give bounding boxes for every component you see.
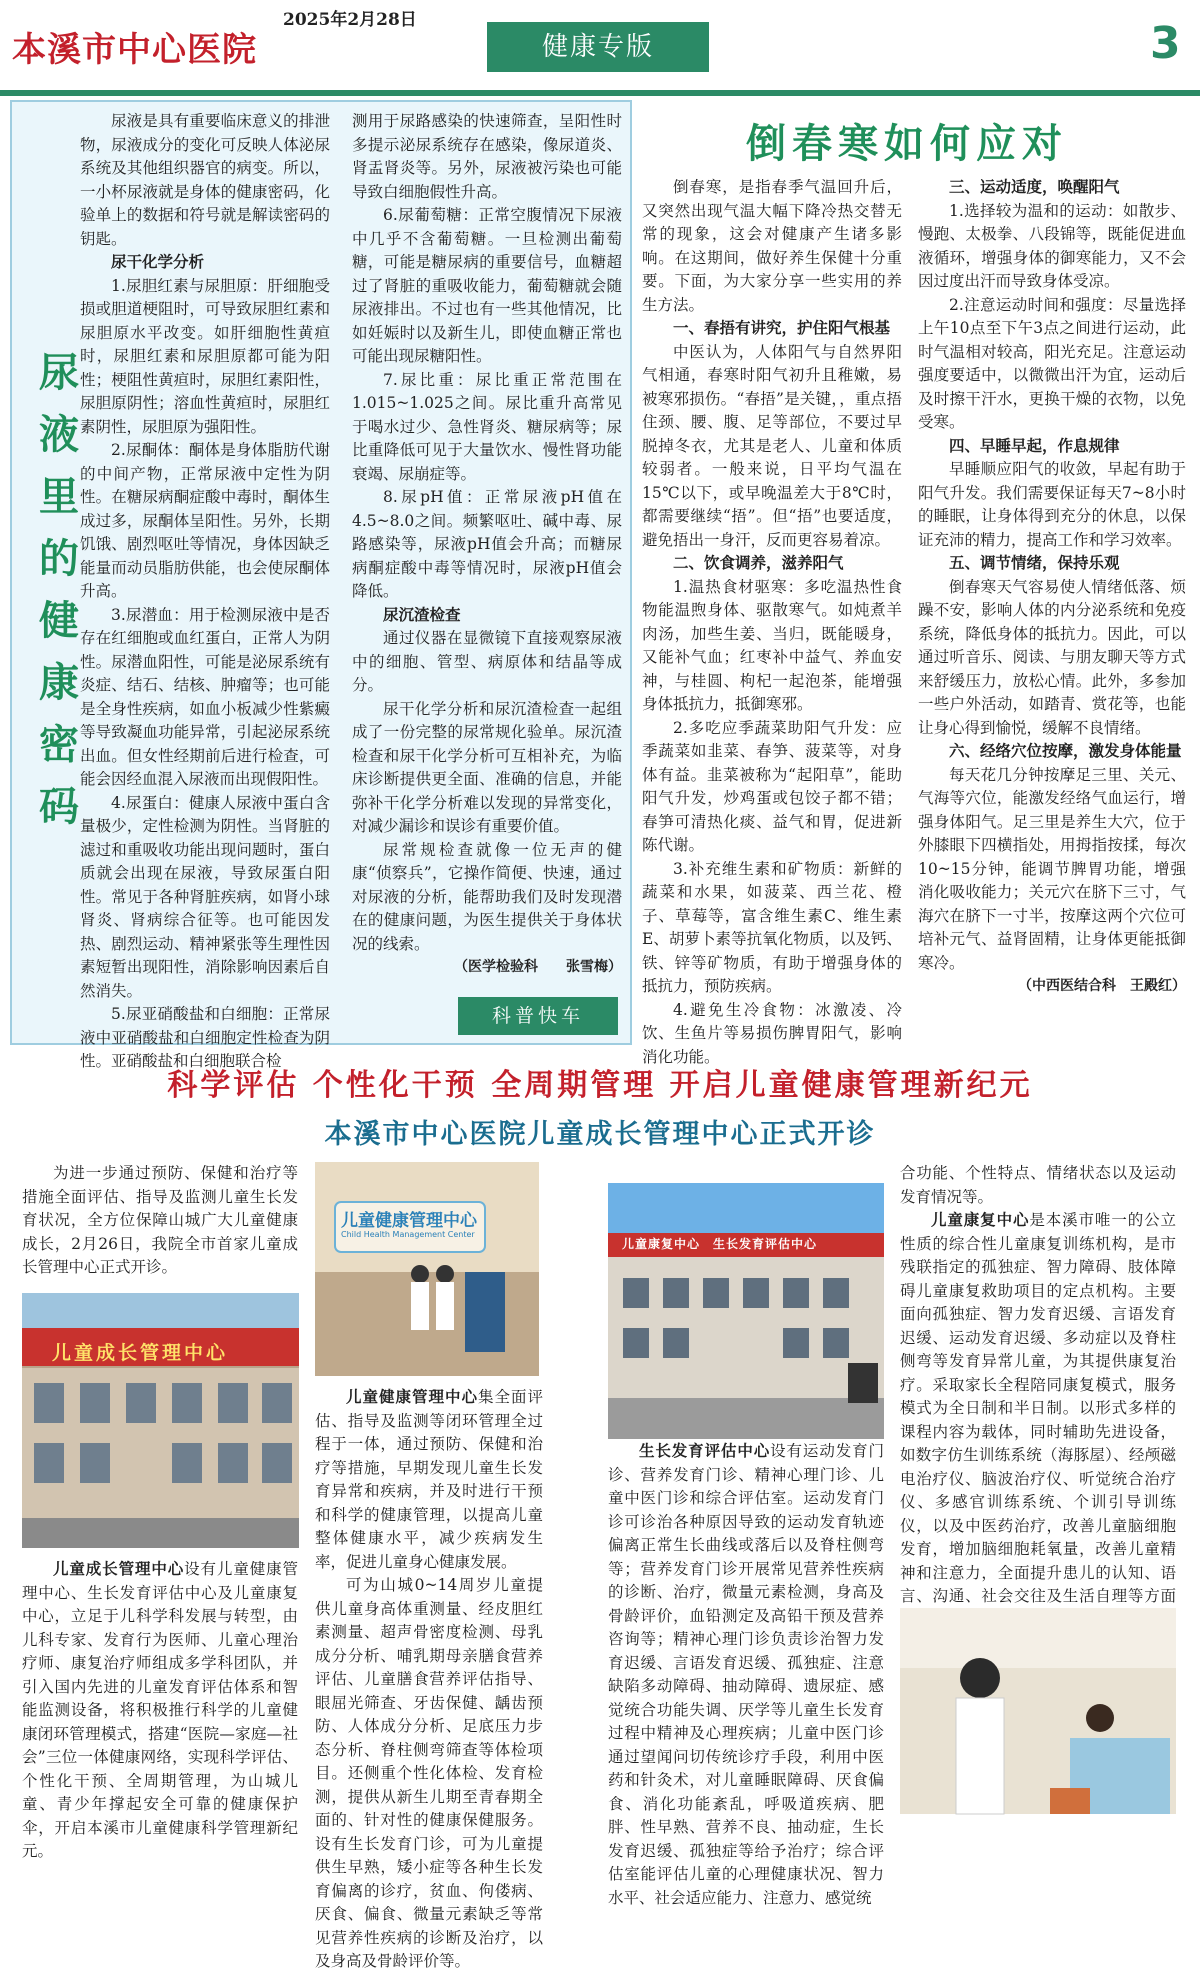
subheading: 二、饮食调养，滋养阳气: [673, 554, 844, 572]
growth-center-sign: 儿童成长管理中心: [52, 1342, 229, 1364]
paragraph: 尿常规检查就像一位无声的健康“侦察兵”，它操作简便、快速，通过对尿液的分析，能帮助我们及时发现潜在的健康问题，为医生提供关于身体状况的线索。: [352, 840, 622, 953]
paragraph: 早睡顺应阳气的收敛，早起有助于阳气升发。我们需要保证每天7~8小时的睡眠，让身体得到充分的休息，以保证充沛的精力，提高工作和学习效率。: [918, 460, 1186, 549]
byline: （中西医结合科 王殿红）: [1018, 978, 1186, 994]
science-express-badge: 科普快车: [458, 997, 618, 1035]
spring-cold-article: [636, 100, 1196, 1066]
paragraph: 每天花几分钟按摩足三里、关元、气海等穴位，能激发经络气血运行，增强身体阳气。足三里是养生大穴，位于外膝眼下四横指处，用拇指按揉，每次10~15分钟，能调节脾胃功能，增强消化吸收能力；关元穴在脐下三寸，气海穴在脐下一寸半，按摩这两个穴位可培补元气、益肾固精，让身体更能抵御寒冷。: [918, 765, 1186, 972]
health-center-sign-en: Child Health Management Center: [341, 1230, 475, 1239]
health-center-lead: 儿童健康管理中心: [346, 1388, 478, 1406]
header-divider: [0, 90, 1200, 96]
child-center-article: [0, 1048, 1200, 1970]
paragraph: 8.尿pH值：正常尿液pH值在4.5~8.0之间。频繁呕吐、碱中毒、尿路感染等，尿液pH值会升高；而糖尿病酮症酸中毒等情况时，尿液pH值会降低。: [352, 488, 622, 600]
urine-column-2: [352, 110, 622, 980]
rehab-center-photo: [608, 1183, 884, 1439]
paragraph: 7.尿比重：尿比重正常范围在1.015~1.025之间。尿比重升高常见于喝水过少、急性肾炎、糖尿病等；尿比重降低可见于大量饮水、慢性肾功能衰竭、尿崩症等。: [352, 370, 622, 483]
paragraph: 倒春寒天气容易使人情绪低落、烦躁不安，影响人体的内分泌系统和免疫系统，降低身体的抵抗力。因此，可以通过听音乐、阅读、与朋友聊天等方式来舒缓压力，放松心情。此外，多参加一些户外活动，如踏青、赏花等，也能让身心得到愉悦，缓解不良情绪。: [918, 577, 1186, 737]
child-subhead: 本溪市中心医院儿童成长管理中心正式开诊: [324, 1119, 876, 1150]
page-number: 3: [1150, 18, 1181, 69]
urine-title-char: 液: [39, 412, 79, 458]
urine-column-1: [80, 110, 330, 1074]
paragraph: 1.尿胆红素与尿胆原：肝细胞受损或胆道梗阻时，可导致尿胆红素和尿胆原水平改变。如肝细胞性黄疸时，尿胆红素和尿胆原都可能为阳性；梗阻性黄疸时，尿胆红素阳性，尿胆原阴性；溶血性黄疸时，尿胆红素阴性，尿胆原为强阳性。: [80, 276, 330, 436]
rehab-room-photo: [900, 1608, 1176, 1814]
paragraph: 通过仪器在显微镜下直接观察尿液中的细胞、管型、病原体和结晶等成分。: [352, 629, 622, 694]
spring-column-1: [642, 176, 902, 1069]
urine-title-char: 里: [39, 474, 79, 520]
child-col-2: 儿童健康管理中心集全面评估、指导及监测等闭环管理全过程于一体，通过预防、保健和治疗等措施，早期发现儿童生长发育异常和疾病，并及时进行干预和科学的健康管理，以提高儿童整体健康水平，减少疾病发生率，促进儿童身心健康发展。 可为山城0~14周岁儿童提供儿童身高体重测量、经皮胆红素测量、超声骨密度检测、母乳成分分析、哺乳期母亲膳食营养评估、儿童膳食营养评估指导、眼屈光筛查、牙齿保健、龋齿预防、人体成分分析、足底压力步态分析、脊柱侧弯筛查等体检项目。还侧重个性化体检、发育检测，提供从新生儿期至青春期全面的、针对性的健康保健服务。设有生长发育门诊，可为儿童提供生早熟，矮小症等各种生长发育偏离的诊疗，贫血、佝偻病、厌食、偏食、微量元素缺乏等常见营养性疾病的诊断及治疗，以及身高及骨龄评价等。: [315, 1388, 543, 1970]
child-col-3: 生长发育评估中心设有运动发育门诊、营养发育门诊、精神心理门诊、儿童中医门诊和综合评估室。运动发育门诊可诊治各种原因导致的运动发育轨迹偏离正常生长曲线或落后以及脊柱侧弯等；营养发育门诊开展常见营养性疾病的诊断、治疗，微量元素检测，身高及骨龄评价，血铅测定及高铅干预及营养咨询等；精神心理门诊负责诊治智力发育迟缓、言语发育迟缓、孤独症、注意缺陷多动障碍、抽动障碍、遗尿症、感觉统合功能失调、厌学等儿童生长发育过程中精神及心理疾病；儿童中医门诊通过望闻问切传统诊疗手段，利用中医药和针灸术，对儿童睡眠障碍、厌食偏食、消化功能紊乱，呼吸道疾病、肥胖、性早熟、营养不良、抽动症，生长发育迟缓、孤独症等给予治疗；综合评估室能评估儿童的心理健康状况、智力水平、社会适应能力、注意力、感觉统: [608, 1442, 884, 1907]
paragraph: 4.尿蛋白：健康人尿液中蛋白含量极少，定性检测为阴性。当肾脏的滤过和重吸收功能出现问题时，蛋白质就会出现在尿液，导致尿蛋白阳性。常见于各种肾脏疾病，如肾小球肾炎、肾病综合征等。也可能因发热、剧烈运动、精神紧张等生理性因素短暂出现阳性，消除影响因素后自然消失。: [80, 793, 330, 1000]
urine-title-char: 健: [39, 598, 79, 644]
rehab-center-sign: 儿童康复中心 生长发育评估中心: [622, 1237, 818, 1251]
subheading: 尿干化学分析: [111, 253, 205, 271]
subheading: 五、调节情绪，保持乐观: [949, 554, 1120, 572]
newspaper-logo: 本溪市中心医院: [12, 30, 257, 70]
spring-title: 倒春寒如何应对: [746, 121, 1068, 167]
urine-title: [34, 342, 84, 838]
paragraph: 1.温热食材驱寒：多吃温热性食物能温煦身体、驱散寒气。如炖煮羊肉汤，加些生姜、当归，既能暖身，又能补气血；红枣补中益气、养血安神，与桂圆、枸杞一起泡茶，能增强身体抵抗力，抵御寒邪。: [642, 577, 902, 713]
top-section: [0, 100, 1200, 1070]
paragraph: 2.尿酮体：酮体是身体脂肪代谢的中间产物，正常尿液中定性为阴性。在糖尿病酮症酸中毒时，酮体生成过多，尿酮体呈阳性。另外，长期饥饿、剧烈呕吐等情况，身体因缺乏能量而动员脂肪供能，也会使尿酮体升高。: [80, 441, 330, 600]
subheading: 尿沉渣检查: [383, 605, 461, 624]
urine-title-char: 尿: [39, 350, 79, 396]
paragraph: 倒春寒，是指春季气温回升后，又突然出现气温大幅下降冷热交替无常的现象，这会对健康产生诸多影响。在这期间，做好养生保健十分重要。下面，为大家分享一些实用的养生方法。: [642, 178, 902, 314]
urine-title-char: 码: [39, 784, 79, 830]
rehab-center-lead: 儿童康复中心: [931, 1211, 1030, 1229]
paragraph: 3.补充维生素和矿物质：新鲜的蔬菜和水果，如菠菜、西兰花、橙子、草莓等，富含维生素C、维生素E、胡萝卜素等抗氧化物质，以及钙、铁、锌等矿物质，有助于增强身体的抵抗力，预防疾病。: [642, 859, 902, 995]
child-col-1: 儿童成长管理中心设有儿童健康管理中心、生长发育评估中心及儿童康复中心，立足于儿科学科发展与转型，由儿科专家、发育行为医师、儿童心理治疗师、康复治疗师组成多学科团队，并引入国内先进的儿童发育评估体系和智能监测设备，将积极推行科学的儿童健康闭环管理模式，搭建“医院—家庭—社会”三位一体健康网络，实现科学评估、个性化干预、全周期管理，为山城儿童、青少年撑起安全可靠的健康保护伞，开启本溪市儿童健康科学管理新纪元。: [22, 1560, 298, 1860]
urine-title-char: 的: [39, 536, 79, 582]
subheading: 四、早睡早起，作息规律: [949, 436, 1120, 455]
child-headline: 科学评估 个性化干预 全周期管理 开启儿童健康管理新纪元: [167, 1068, 1033, 1103]
paragraph: 5.尿亚硝酸盐和白细胞：正常尿液中亚硝酸盐和白细胞定性检查为阴性。亚硝酸盐和白细胞联合检: [80, 1005, 330, 1070]
subheading: 六、经络穴位按摩，激发身体能量: [949, 742, 1182, 760]
paragraph: 测用于尿路感染的快速筛查，呈阳性时多提示泌尿系统存在感染，像尿道炎、肾盂肾炎等。另外，尿液被污染也可能导致白细胞假性升高。: [352, 112, 622, 201]
child-intro: 为进一步通过预防、保健和治疗等措施全面评估、指导及监测儿童生长发育状况，全方位保障山城广大儿童健康成长，2月26日，我院全市首家儿童成长管理中心正式开诊。: [22, 1164, 298, 1276]
subheading: 三、运动适度，唤醒阳气: [949, 178, 1120, 196]
child-col-4: 合功能、个性特点、情绪状态以及运动发育情况等。 儿童康复中心是本溪市唯一的公立性质的综合性儿童康复训练机构，是市残联指定的孤独症、智力障碍、肢体障碍儿童康复救助项目的定点机构。主要面向孤独症、智力发育迟缓、言语发育迟缓、运动发育迟缓、多动症以及脊柱侧弯等发育异常儿童，为其提供康复治疗。采取家长全程陪同康复模式，服务模式为全日制和半日制。以形式多样的课程内容为载体，同时辅助先进设备，如数字仿生训练系统（海豚屋）、经颅磁电治疗仪、脑波治疗仪、听觉统合治疗仪、多感官训练系统、个训引导训练仪，以及中医药治疗，改善儿童脑细胞发育，增加脑细胞耗氧量，改善儿童精神和注意力，全面提升患儿的认知、语言、沟通、社会交往及生活自理等方面: [900, 1164, 1176, 1605]
health-center-photo: [315, 1162, 539, 1376]
masthead: [0, 0, 1200, 90]
paragraph: 2.注意运动时间和强度：尽量选择上午10点至下午3点之间进行运动，此时气温相对较高，阳光充足。注意运动强度要适中，以微微出汗为宜，运动后及时擦干汗水，更换干燥的衣物，以免受寒。: [918, 295, 1186, 431]
urine-title-char: 密: [39, 722, 79, 768]
paragraph: 中医认为，人体阳气与自然界阳气相通，春寒时阳气初升且稚嫩，易被寒邪损伤。“春捂”是关键，，重点捂住颈、腰、腹、足等部位，不要过早脱掉冬衣，尤其是老人、儿童和体质较弱者。一般来说，日平均气温在15℃以下，或早晚温差大于8℃时，都需要继续“捂”。但“捂”也要适度，避免捂出一身汗，反而更容易着凉。: [642, 342, 902, 549]
subheading: 一、春捂有讲究，护住阳气根基: [673, 319, 891, 337]
paragraph: 2.多吃应季蔬菜助阳气升发：应季蔬菜如韭菜、春笋、菠菜等，对身体有益。韭菜被称为“起阳草”，能助阳气升发，炒鸡蛋或包饺子都不错；春笋可清热化痰、益气和胃，促进新陈代谢。: [642, 718, 902, 854]
growth-center-lead: 儿童成长管理中心: [53, 1560, 185, 1578]
urine-title-char: 康: [39, 660, 79, 706]
paragraph: 尿干化学分析和尿沉渣检查一起组成了一份完整的尿常规化验单。尿沉渣检查和尿干化学分析可互相补充，为临床诊断提供更全面、准确的信息，并能弥补干化学分析难以发现的异常变化，对减少漏诊和误诊有重要价值。: [352, 699, 622, 835]
paragraph: 4.避免生冷食物：冰激凌、冷饮、生鱼片等易损伤脾胃阳气，影响消化功能。: [642, 1000, 902, 1066]
byline: （医学检验科 张雪梅）: [454, 959, 622, 975]
paragraph: 1.选择较为温和的运动：如散步、慢跑、太极拳、八段锦等，既能促进血液循环，增强身体的御寒能力，又不会因过度出汗而导致身体受凉。: [918, 201, 1186, 290]
health-center-sign: 儿童健康管理中心: [341, 1211, 477, 1231]
paragraph: 3.尿潜血：用于检测尿液中是否存在红细胞或血红蛋白，正常人为阴性。尿潜血阳性，可能是泌尿系统有炎症、结石、结核、肿瘤等；也可能是全身性疾病，如血小板减少性紫癜等导致凝血功能异常，引起泌尿系统出血。但女性经期前后进行检查，可能会因经血混入尿液而出现假阳性。: [80, 605, 330, 788]
growth-eval-lead: 生长发育评估中心: [639, 1442, 771, 1460]
spring-column-2: [918, 176, 1186, 999]
paragraph: 6.尿葡萄糖：正常空腹情况下尿液中几乎不含葡萄糖。一旦检测出葡萄糖，可能是糖尿病的重要信号，血糖超过了肾脏的重吸收能力，葡萄糖就会随尿液排出。不过也有一些其他情况，比如妊娠时以及新生儿，即使血糖正常也可能出现尿糖阳性。: [352, 206, 622, 365]
paragraph: 尿液是具有重要临床意义的排泄物，尿液成分的变化可反映人体泌尿系统及其他组织器官的病变。所以，一小杯尿液就是身体的健康密码，化验单上的数据和符号就是解读密码的钥匙。: [80, 112, 330, 248]
growth-center-photo: [22, 1293, 299, 1548]
issue-date: 2025年2月28日: [283, 10, 417, 30]
urine-article: [10, 100, 632, 1070]
section-tab: 健康专版: [487, 22, 709, 72]
